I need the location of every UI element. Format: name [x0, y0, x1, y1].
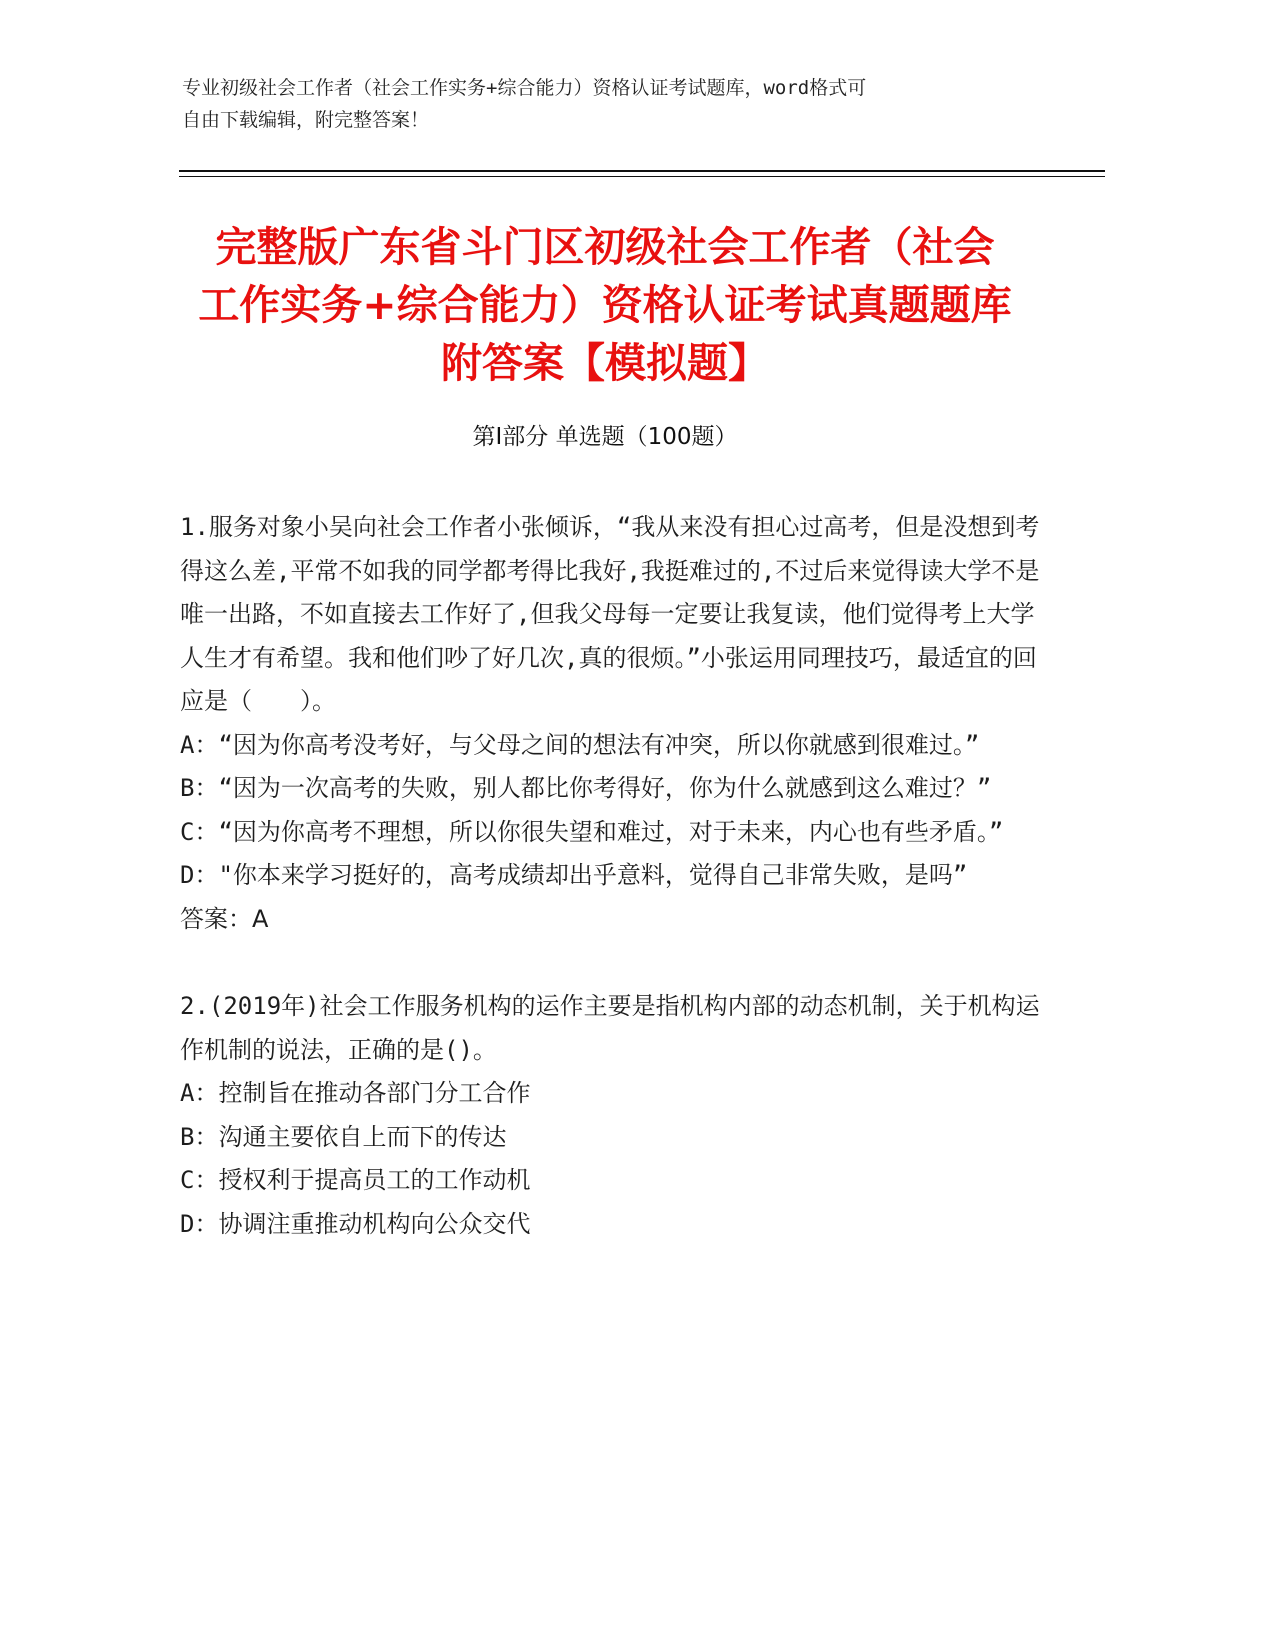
section-heading: 第Ⅰ部分 单选题（100题）: [472, 424, 738, 450]
question-list: [180, 506, 1040, 1246]
option-c: C：授权利于提高员工的工作动机: [180, 1166, 531, 1194]
title-line: 完整版广东省斗门区初级社会工作者（社会: [215, 223, 995, 271]
header-note-line: 专业初级社会工作者（社会工作实务+综合能力）资格认证考试题库，word格式可: [182, 77, 867, 99]
title-line: 附答案【模拟题】: [441, 339, 769, 387]
answer-label: 答案：A: [180, 904, 269, 933]
option-a: A：控制旨在推动各部门分工合作: [180, 1079, 531, 1107]
question-stem: 2.(2019年)社会工作服务机构的运作主要是指机构内部的动态机制，关于机构运作机制的说法，正确的是()。: [180, 992, 1040, 1064]
header-note-line: 自由下载编辑，附完整答案！: [182, 109, 430, 131]
question-stem: 1.服务对象小吴向社会工作者小张倾诉，“我从来没有担心过高考，但是没想到考得这么差,平常不如我的同学都考得比我好,我挺难过的,不过后来觉得读大学不是唯一出路，不如直接去工作好了,但我父母每一定要让我复读，他们觉得考上大学人生才有希望。我和他们吵了好几次,真的很烦。”小张运用同理技巧，最适宜的回应是（ ）。: [180, 513, 1040, 715]
header-divider-thick: [179, 170, 1105, 172]
option-b: B：“因为一次高考的失败，别人都比你考得好，你为什么就感到这么难过？”: [180, 774, 992, 802]
option-b: B：沟通主要依自上而下的传达: [180, 1122, 507, 1151]
header-note: [182, 72, 1052, 136]
option-d: D：协调注重推动机构向公众交代: [180, 1209, 531, 1238]
question-1: [180, 506, 1040, 941]
option-a: A：“因为你高考没考好，与父母之间的想法有冲突，所以你就感到很难过。”: [180, 730, 980, 759]
option-d: D："你本来学习挺好的，高考成绩却出乎意料，觉得自己非常失败，是吗”: [180, 861, 968, 889]
question-2: [180, 985, 1040, 1246]
document-title: [150, 218, 1060, 392]
option-c: C：“因为你高考不理想，所以你很失望和难过，对于未来，内心也有些矛盾。”: [180, 817, 1004, 846]
header-divider-thin: [179, 176, 1105, 177]
title-line: 工作实务+综合能力）资格认证考试真题题库: [198, 281, 1012, 329]
